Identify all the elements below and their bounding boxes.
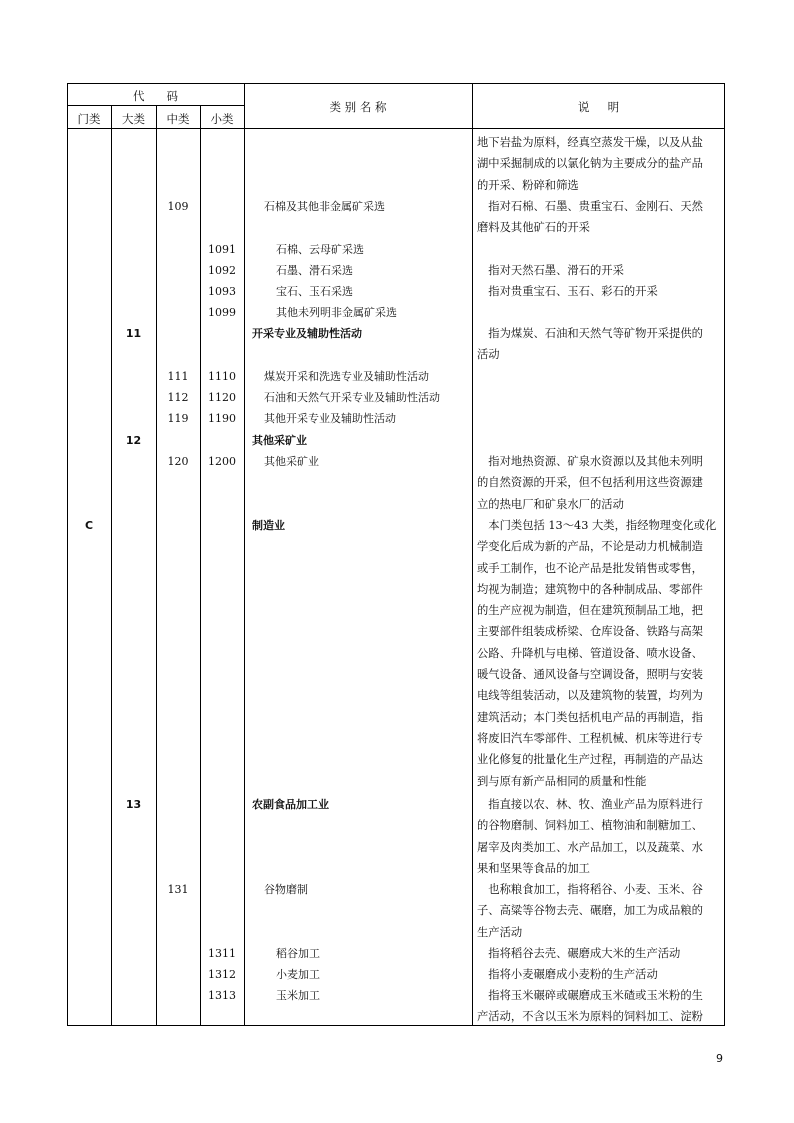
description-line: 生产活动 [477, 925, 523, 939]
header-code-group: 代 码 [133, 89, 178, 103]
description-line: 地下岩盐为原料，经真空蒸发干燥，以及从盐 [477, 136, 703, 149]
xiaolei-code: 1092 [208, 264, 236, 277]
category-name: 煤炭开采和洗选专业及辅助性活动 [264, 370, 429, 383]
description-line: 或手工制作，也不论产品是批发销售或零售， [477, 561, 703, 575]
category-description [477, 451, 721, 515]
dalei-code: 13 [125, 798, 142, 811]
xiaolei-code: 1311 [208, 947, 236, 960]
description-line: 指直接以农、林、牧、渔业产品为原料进行 [477, 798, 703, 811]
description-line: 也称粮食加工，指将稻谷、小麦、玉米、谷 [477, 883, 703, 896]
description-line: 活动 [477, 348, 500, 362]
category-name: 制造业 [252, 519, 285, 532]
category-name: 宝石、玉石采选 [276, 285, 353, 298]
description-line: 果和坚果等食品的加工 [477, 861, 590, 875]
header-description: 说 明 [577, 100, 620, 114]
description-line: 屠宰及肉类加工、水产品加工，以及蔬菜、水 [477, 840, 703, 854]
description-line: 子、高粱等谷物去壳、碾磨，加工为成品粮的 [477, 904, 703, 918]
header-zhonglei: 中类 [166, 112, 190, 126]
category-name: 玉米加工 [276, 989, 320, 1002]
description-line: 的自然资源的开采，但不包括利用这些资源建 [477, 476, 703, 490]
category-description [477, 281, 721, 302]
description-line: 指将小麦碾磨成小麦粉的生产活动 [477, 968, 658, 981]
category-name: 其他开采专业及辅助性活动 [264, 412, 396, 425]
description-line: 的谷物磨制、饲料加工、植物油和制糖加工、 [477, 819, 703, 833]
xiaolei-code: 1099 [208, 306, 236, 319]
xiaolei-code: 1093 [208, 285, 236, 298]
category-description [477, 985, 721, 1028]
category-description [477, 794, 721, 879]
category-name: 石棉、云母矿采选 [276, 243, 364, 256]
description-line: 指对石棉、石墨、贵重宝石、金刚石、天然 [477, 200, 703, 213]
header-subdivider [67, 105, 244, 106]
header-category-name: 类 别 名 称 [329, 100, 387, 114]
header-dalei: 大类 [122, 112, 145, 126]
dalei-code: 12 [125, 434, 142, 447]
description-line: 学变化后成为新的产品，不论是动力机械制造 [477, 540, 703, 554]
description-line: 将废旧汽车零部件、工程机械、机床等进行专 [477, 731, 703, 745]
zhonglei-code: 112 [167, 391, 189, 404]
category-description [477, 323, 721, 366]
category-name: 开采专业及辅助性活动 [252, 327, 362, 340]
category-name: 石棉及其他非金属矿采选 [264, 200, 385, 213]
zhonglei-code: 111 [167, 370, 189, 383]
description-line: 均视为制造；建筑物中的各种制成品、零部件 [477, 582, 703, 596]
category-name: 农副食品加工业 [252, 798, 329, 811]
category-description [477, 515, 721, 792]
zhonglei-code: 131 [167, 883, 189, 896]
category-name: 谷物磨制 [264, 883, 308, 896]
column-divider [111, 105, 112, 1026]
category-name: 小麦加工 [276, 968, 320, 981]
description-line: 的开采、粉碎和筛选 [477, 178, 579, 192]
header-xiaolei: 小类 [210, 112, 234, 126]
description-line: 公路、升降机与电梯、管道设备、喷水设备、 [477, 646, 703, 660]
description-line: 指对贵重宝石、玉石、彩石的开采 [477, 285, 658, 298]
description-line: 湖中采掘制成的以氯化钠为主要成分的盐产品 [477, 157, 703, 171]
category-name: 石油和天然气开采专业及辅助性活动 [264, 391, 440, 404]
category-description [477, 260, 721, 281]
description-line: 立的热电厂和矿泉水厂的活动 [477, 497, 624, 511]
description-line: 业化修复的批量化生产过程，再制造的产品达 [477, 753, 703, 767]
xiaolei-code: 1313 [208, 989, 236, 1002]
dalei-code: 11 [125, 327, 142, 340]
description-line: 建筑活动；本门类包括机电产品的再制造，指 [477, 710, 703, 724]
description-line: 产活动，不含以玉米为原料的饲料加工、淀粉 [477, 1010, 703, 1024]
category-description [477, 964, 721, 985]
column-divider [472, 83, 473, 1026]
header-menlei: 门类 [77, 112, 101, 126]
description-line: 的生产应视为制造，但在建筑预制品工地，把 [477, 604, 703, 618]
header-bottom-rule [67, 128, 725, 129]
category-description [477, 879, 721, 943]
description-line: 主要部件组装成桥梁、仓库设备、铁路与高架 [477, 625, 703, 639]
description-line: 到与原有新产品相同的质量和性能 [477, 774, 647, 788]
category-name: 其他采矿业 [264, 455, 319, 468]
column-divider [244, 83, 245, 1026]
category-description [477, 196, 721, 239]
category-name: 其他未列明非金属矿采选 [276, 306, 397, 319]
category-name: 石墨、滑石采选 [276, 264, 353, 277]
xiaolei-code: 1120 [208, 391, 236, 404]
xiaolei-code: 1190 [208, 412, 236, 425]
description-line: 本门类包括 13～43 大类，指经物理变化或化 [477, 519, 717, 532]
xiaolei-code: 1110 [208, 370, 236, 383]
xiaolei-code: 1200 [208, 455, 236, 468]
page-number: 9 [716, 1052, 723, 1065]
zhonglei-code: 109 [167, 200, 189, 213]
xiaolei-code: 1091 [208, 243, 236, 256]
zhonglei-code: 120 [167, 455, 189, 468]
description-line: 电线等组装活动，以及建筑物的装置，均列为 [477, 689, 703, 703]
xiaolei-code: 1312 [208, 968, 236, 981]
menlei-code: C [84, 519, 94, 532]
description-line: 指将玉米碾碎或碾磨成玉米碴或玉米粉的生 [477, 989, 703, 1002]
description-line: 指将稻谷去壳、碾磨成大米的生产活动 [477, 947, 681, 960]
description-line: 暖气设备、通风设备与空调设备，照明与安装 [477, 668, 703, 682]
category-description [477, 132, 721, 196]
description-line: 指对地热资源、矿泉水资源以及其他未列明 [477, 455, 703, 468]
category-name: 稻谷加工 [276, 947, 320, 960]
description-line: 磨料及其他矿石的开采 [477, 221, 590, 235]
category-name: 其他采矿业 [252, 434, 307, 447]
category-description [477, 943, 721, 964]
description-line: 指为煤炭、石油和天然气等矿物开采提供的 [477, 327, 703, 340]
description-line: 指对天然石墨、滑石的开采 [477, 264, 624, 277]
zhonglei-code: 119 [167, 412, 189, 425]
